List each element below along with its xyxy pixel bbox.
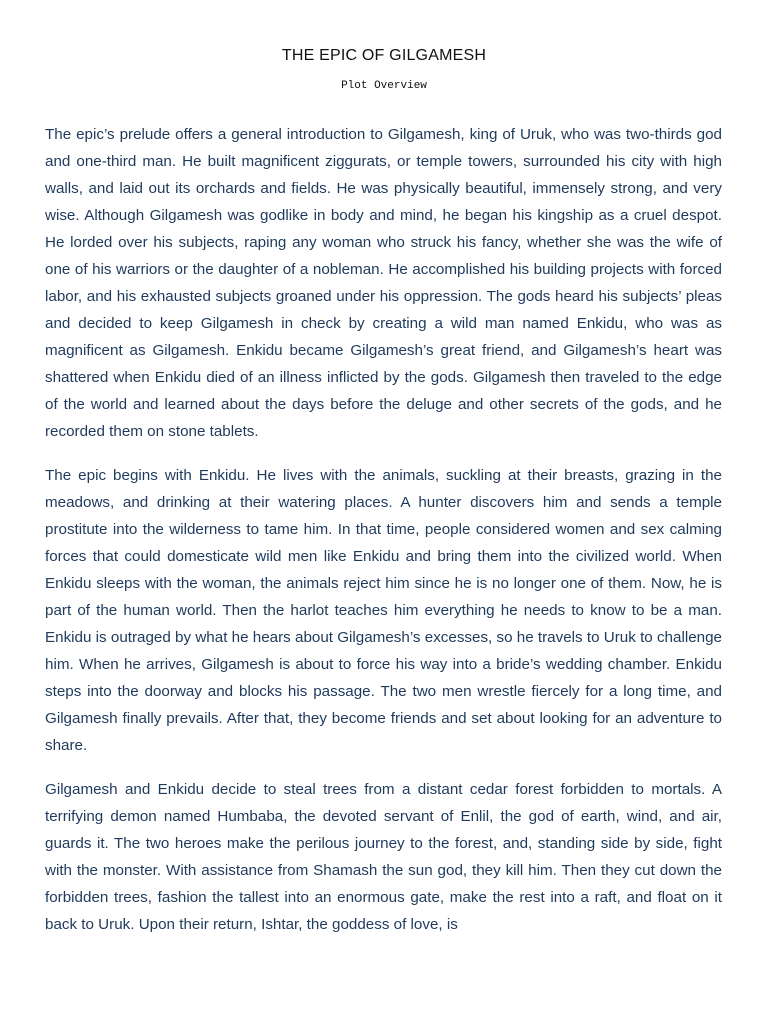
paragraph-2: The epic begins with Enkidu. He lives with the animals, suckling at their breasts, grazing in the meadows, and drinking at their watering places. A hunter discovers him and sends a temple prostitute into the wilderness to tame him. In that time, people considered women and sex calming forces that could domesticate wild men like Enkidu and bring them into the civilized world. When Enkidu sleeps with the woman, the animals reject him since he is no longer one of them. Now, he is part of the human world. Then the harlot teaches him everything he needs to know to be a man. Enkidu is outraged by what he hears about Gilgamesh’s excesses, so he travels to Uruk to challenge him. When he arrives, Gilgamesh is about to force his way into a bride’s wedding chamber. Enkidu steps into the doorway and blocks his passage. The two men wrestle fiercely for a long time, and Gilgamesh finally prevails. After that, they become friends and set about looking for an adventure to share. xyxy=(45,467,722,754)
paragraph-3: Gilgamesh and Enkidu decide to steal trees from a distant cedar forest forbidden to mortals. A terrifying demon named Humbaba, the devoted servant of Enlil, the god of earth, wind, and air, guards it. The two heroes make the perilous journey to the forest, and, standing side by side, fight with the monster. With assistance from Shamash the sun god, they kill him. Then they cut down the forbidden trees, fashion the tallest into an enormous gate, make the rest into a raft, and float on it back to Uruk. Upon their return, Ishtar, the goddess of love, is xyxy=(45,781,722,933)
paragraph-1: The epic’s prelude offers a general introduction to Gilgamesh, king of Uruk, who was two-thirds god and one-third man. He built magnificent ziggurats, or temple towers, surrounded his city with high walls, and laid out its orchards and fields. He was physically beautiful, immensely strong, and very wise. Although Gilgamesh was godlike in body and mind, he began his kingship as a cruel despot. He lorded over his subjects, raping any woman who struck his fancy, whether she was the wife of one of his warriors or the daughter of a nobleman. He accomplished his building projects with forced labor, and his exhausted subjects groaned under his oppression. The gods heard his subjects’ pleas and decided to keep Gilgamesh in check by creating a wild man named Enkidu, who was as magnificent as Gilgamesh. Enkidu became Gilgamesh’s great friend, and Gilgamesh’s heart was shattered when Enkidu died of an illness inflicted by the gods. Gilgamesh then traveled to the edge of the world and learned about the days before the deluge and other secrets of the gods, and he recorded them on stone tablets. xyxy=(45,126,722,440)
document-subtitle: Plot Overview xyxy=(341,80,427,92)
document-title: THE EPIC OF GILGAMESH xyxy=(281,47,487,64)
document-body xyxy=(45,121,722,955)
